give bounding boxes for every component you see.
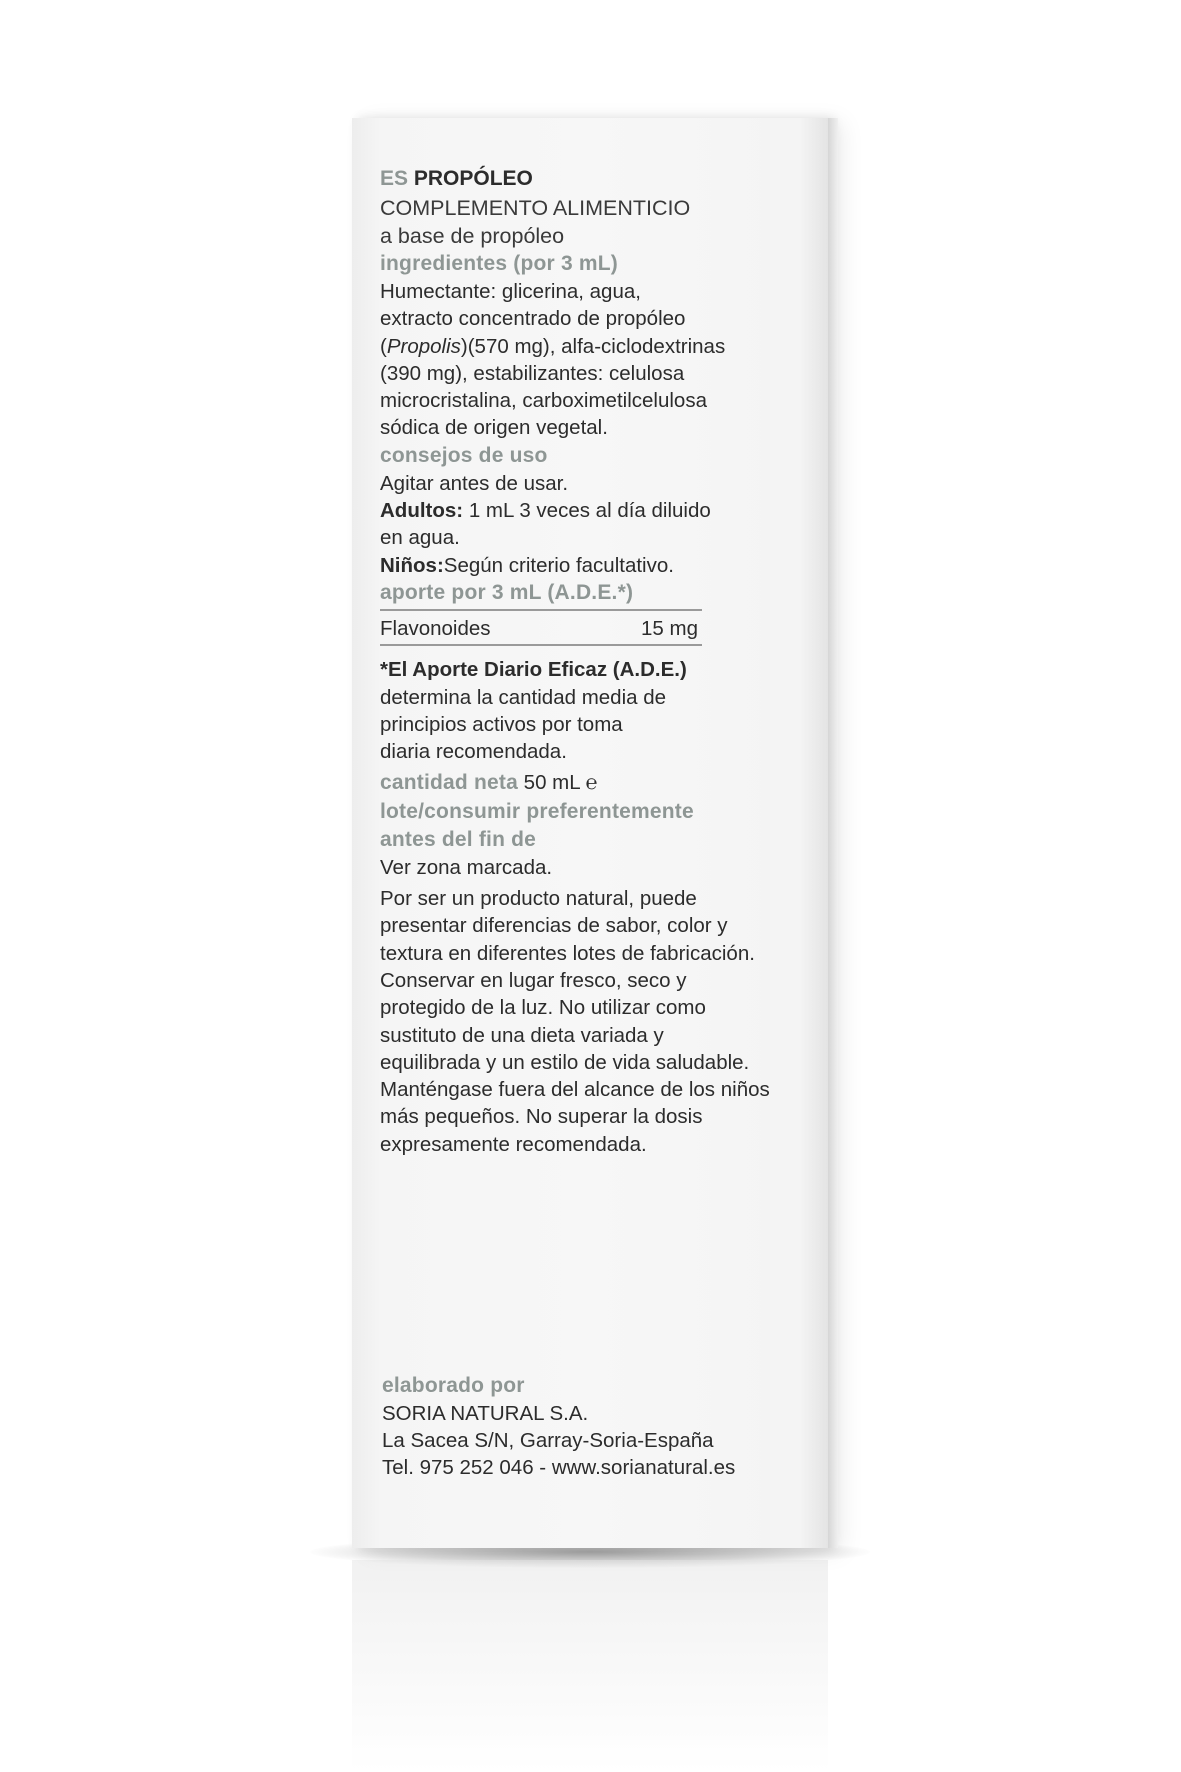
net-quantity: [380, 769, 810, 797]
ingredients-line-5: microcristalina, carboximetilcelulosa: [380, 389, 707, 413]
usage-adults-text: 1 mL 3 veces al día diluido: [463, 499, 711, 523]
ade-note-line-1: determina la cantidad media de: [380, 685, 667, 709]
contribution-item-value: 15 mg: [641, 616, 698, 640]
batch-text: Ver zona marcada.: [380, 855, 553, 879]
contribution-item-name: Flavonoides: [380, 616, 491, 640]
notice-line-5: protegido de la luz. No utilizar como: [380, 996, 706, 1020]
notice-line-10: expresamente recomendada.: [380, 1132, 647, 1156]
ingredients-line-3: [380, 333, 810, 360]
usage-kids-text: Según criterio facultativo.: [443, 553, 674, 577]
usage-kids: [380, 552, 810, 579]
maker-company: SORIA NATURAL S.A.: [382, 1402, 589, 1425]
ingredients-latin-name: Propolis: [386, 334, 461, 358]
estimated-sign-icon: ℮: [585, 772, 598, 795]
language-code: ES: [380, 167, 409, 190]
subtitle-line-2: a base de propóleo: [380, 224, 565, 248]
maker-heading: elaborado por: [382, 1374, 525, 1397]
notice-line-9: más pequeños. No superar la dosis: [380, 1105, 703, 1129]
notice-line-2: presentar diferencias de sabor, color y: [380, 914, 728, 938]
notice-line-1: Por ser un producto natural, puede: [380, 887, 697, 911]
ingredients-paren-open: (: [380, 334, 387, 358]
contribution-table-row: [380, 609, 702, 646]
net-quantity-label: cantidad neta: [380, 771, 518, 795]
box-side-edge: [828, 118, 838, 1548]
usage-adults: [380, 497, 810, 524]
product-title: [380, 164, 810, 194]
ingredients-line-6: sódica de origen vegetal.: [380, 416, 608, 440]
batch-heading-line-2: antes del fin de: [380, 827, 537, 851]
batch-heading-line-1: lote/consumir preferentemente: [380, 799, 694, 823]
ade-note-line-3: diaria recomendada.: [380, 740, 567, 764]
product-box-back-panel: [352, 118, 828, 1548]
notice-line-6: sustituto de una dieta variada y: [380, 1023, 664, 1047]
ingredients-line-1: Humectante: glicerina, agua,: [380, 280, 641, 303]
usage-line-1: Agitar antes de usar.: [380, 471, 569, 495]
usage-kids-label: Niños:: [380, 553, 444, 577]
net-quantity-value: 50 mL: [517, 771, 580, 795]
subtitle-line-1: COMPLEMENTO ALIMENTICIO: [380, 196, 691, 220]
notice-line-8: Manténgase fuera del alcance de los niños: [380, 1078, 770, 1102]
box-reflection: [352, 1560, 828, 1772]
maker-contact: Tel. 975 252 046 - www.sorianatural.es: [382, 1456, 736, 1479]
contribution-heading: aporte por 3 mL (A.D.E.*): [380, 580, 634, 604]
label-content: [380, 164, 810, 1158]
notice-line-4: Conservar en lugar fresco, seco y: [380, 968, 687, 992]
ade-note-label: *El Aporte Diario Eficaz (A.D.E.): [380, 658, 687, 682]
ade-note-line-2: principios activos por toma: [380, 712, 623, 736]
maker-info: [382, 1372, 812, 1481]
notice-line-3: textura en diferentes lotes de fabricación.: [380, 941, 755, 965]
maker-address: La Sacea S/N, Garray-Soria-España: [382, 1429, 714, 1452]
usage-adults-line-2: en agua.: [380, 526, 460, 550]
ingredients-line-4: (390 mg), estabilizantes: celulosa: [380, 361, 685, 385]
ingredients-line-3-rest: )(570 mg), alfa-ciclodextrinas: [460, 334, 726, 358]
ingredients-heading: ingredientes (por 3 mL): [380, 252, 618, 275]
product-name: PROPÓLEO: [413, 167, 533, 190]
usage-adults-label: Adultos:: [380, 499, 464, 523]
usage-heading: consejos de uso: [380, 443, 548, 467]
ingredients-line-2: extracto concentrado de propóleo: [380, 307, 686, 331]
notice-line-7: equilibrada y un estilo de vida saludable.: [380, 1050, 750, 1074]
